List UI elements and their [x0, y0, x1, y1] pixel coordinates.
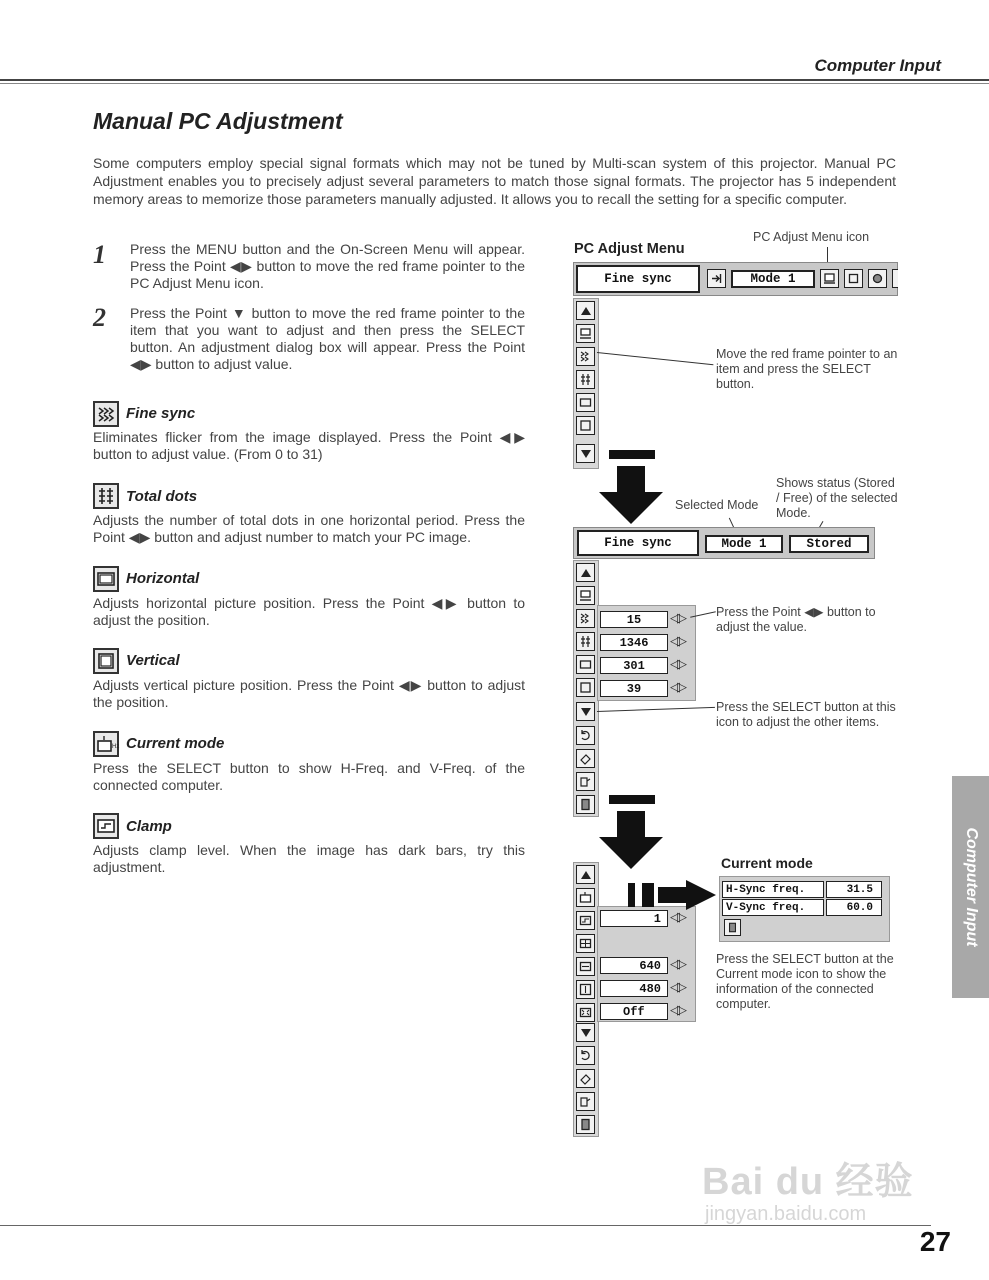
total-dots-icon [576, 632, 595, 651]
step-1-text: Press the MENU button and the On-Screen Menu will appear. Press the Point ◀▶ button to move the red frame pointer to the PC Adjust Menu icon. [130, 241, 525, 291]
hsync-label: H-Sync freq. [722, 881, 824, 898]
image-adjust-icon [868, 269, 887, 288]
selected-mode-label: Selected Mode [675, 498, 759, 512]
fine-sync-title: Fine sync [126, 405, 196, 422]
watermark-logo: Bai du 经验 [702, 1161, 914, 1203]
horizontal-text: Adjusts horizontal picture position. Press the Point ◀▶ button to adjust the position. [93, 595, 525, 628]
full-screen-arrows: ◁▷ [670, 1002, 684, 1017]
full-screen-value: Off [600, 1003, 668, 1020]
current-mode-icon [93, 731, 119, 757]
vertical-icon [93, 648, 119, 674]
status-label: Shows status (Stored / Free) of the selected Mode. [776, 476, 898, 520]
quit-icon [576, 795, 595, 814]
menu2-mode-box: Mode 1 [705, 535, 783, 553]
total-dots-icon [93, 483, 119, 509]
menu2-item-box: Fine sync [577, 530, 699, 556]
current-mode-box-title: Current mode [721, 855, 813, 871]
footer-rule [0, 1225, 931, 1226]
vsync-value: 60.0 [826, 899, 882, 916]
total-dots-title: Total dots [126, 488, 198, 505]
vertical-icon [576, 416, 595, 435]
page-title: Manual PC Adjustment [93, 108, 343, 134]
callout-other-text: Press the SELECT button at this icon to adjust the other items. [716, 700, 896, 729]
total-dots-arrows: ◁▷ [670, 633, 684, 648]
clamp-title: Clamp [126, 818, 172, 835]
vertical-text: Adjusts vertical picture position. Press the Point ◀▶ button to adjust the position. [93, 677, 525, 710]
total-dots-icon [576, 370, 595, 389]
down-arrow-icon [576, 1023, 595, 1042]
horizontal-title: Horizontal [126, 570, 200, 587]
watermark-url: jingyan.baidu.com [705, 1203, 867, 1225]
fine-sync-icon [576, 609, 595, 628]
up-arrow-icon [576, 563, 595, 582]
down-arrow-icon [576, 444, 595, 463]
display-area-h-icon [576, 957, 595, 976]
clamp-icon [93, 813, 119, 839]
up-arrow-icon [576, 301, 595, 320]
mode-free-icon [576, 1092, 595, 1111]
pc-adjust-menu-icon [820, 269, 839, 288]
fine-sync-icon [576, 347, 595, 366]
clamp-icon [576, 911, 595, 930]
image-select-icon [844, 269, 863, 288]
callout-current-text: Press the SELECT button at the Current mode icon to show the information of the connected computer. [716, 952, 894, 1011]
intro-paragraph: Some computers employ special signal formats which may not be tuned by Multi-scan system of this projector. Manual PC Adjustment enables you to precisely adjust several parameters to match those signal formats. The projector has 5 independent memory areas to memorize those parameters manually adjusted. It allows you to recall the setting for a specific computer. [93, 155, 896, 207]
current-mode-icon[interactable] [576, 888, 595, 907]
fine-sync-text: Eliminates flicker from the image displayed. Press the Point ◀▶ button to adjust value. (From 0 to 31) [93, 429, 525, 462]
pc-adjust-icon [576, 324, 595, 343]
side-tab [952, 776, 989, 998]
side-tab-label: Computer Input [962, 827, 980, 947]
display-area-h-arrows: ◁▷ [670, 956, 684, 971]
reset-icon [576, 726, 595, 745]
section-header: Computer Input [814, 56, 941, 75]
display-area-v-arrows: ◁▷ [670, 979, 684, 994]
up-arrow-icon [576, 865, 595, 884]
fine-sync-icon [93, 401, 119, 427]
step-2-text: Press the Point ▼ button to move the red frame pointer to the item that you want to adjust and then press the SELECT button. An adjustment dialog box will appear. Press the Point ◀▶ button to adjust value. [130, 305, 525, 372]
big-down-arrow-2 [597, 795, 665, 870]
menu-overflow-icon [892, 269, 898, 288]
pc-adjust-menu-title: PC Adjust Menu [574, 241, 685, 257]
fine-sync-value: 15 [600, 611, 668, 628]
current-mode-title: Current mode [126, 735, 225, 752]
down-arrow-icon[interactable] [576, 702, 595, 721]
menu1-mode-box: Mode 1 [731, 270, 815, 288]
svg-text:Hz: Hz [112, 744, 120, 750]
page-number: 27 [919, 1226, 951, 1257]
clamp-arrows: ◁▷ [670, 909, 684, 924]
store-icon [576, 1069, 595, 1088]
horizontal-icon [576, 393, 595, 412]
vertical-title: Vertical [126, 652, 180, 669]
horizontal-icon [576, 655, 595, 674]
pc-adjust-icon [576, 586, 595, 605]
big-down-arrow-1 [597, 450, 665, 525]
quit-icon [724, 919, 741, 936]
horizontal-value: 301 [600, 657, 668, 674]
vsync-label: V-Sync freq. [722, 899, 824, 916]
step-1-number: 1 [93, 240, 106, 269]
big-right-arrow [628, 880, 718, 910]
header-rule-top [0, 79, 989, 81]
header-rule-bottom [0, 83, 989, 84]
display-area-v-value: 480 [600, 980, 668, 997]
horizontal-arrows: ◁▷ [670, 656, 684, 671]
mode-free-icon [576, 772, 595, 791]
clamp-value: 1 [600, 910, 668, 927]
menu1-item-box: Fine sync [576, 265, 700, 293]
full-screen-icon [576, 1003, 595, 1022]
callout-pointer-line [597, 352, 713, 365]
fine-sync-arrows: ◁▷ [670, 610, 684, 625]
total-dots-value: 1346 [600, 634, 668, 651]
vertical-arrows: ◁▷ [670, 679, 684, 694]
display-area-v-icon [576, 980, 595, 999]
input-icon [707, 269, 726, 288]
step-2-number: 2 [93, 303, 106, 332]
clamp-text: Adjusts clamp level. When the image has dark bars, try this adjustment. [93, 842, 525, 875]
vertical-value: 39 [600, 680, 668, 697]
horizontal-icon [93, 566, 119, 592]
pc-adjust-menu-icon-label: PC Adjust Menu icon [753, 230, 870, 244]
reset-icon [576, 1046, 595, 1065]
vertical-icon [576, 678, 595, 697]
display-area-icon [576, 934, 595, 953]
store-icon [576, 749, 595, 768]
callout-pointer-text: Move the red frame pointer to an item and press the SELECT button. [716, 347, 898, 391]
callout-adjust-text: Press the Point ◀▶ button to adjust the value. [716, 605, 876, 634]
hsync-value: 31.5 [826, 881, 882, 898]
other-leader [597, 707, 715, 712]
display-area-h-value: 640 [600, 957, 668, 974]
total-dots-text: Adjusts the number of total dots in one horizontal period. Press the Point ◀▶ button and adjust number to match your PC image. [93, 512, 525, 545]
current-mode-text: Press the SELECT button to show H-Freq. and V-Freq. of the connected computer. [93, 760, 525, 793]
menu2-status-box: Stored [789, 535, 869, 553]
quit-icon [576, 1115, 595, 1134]
